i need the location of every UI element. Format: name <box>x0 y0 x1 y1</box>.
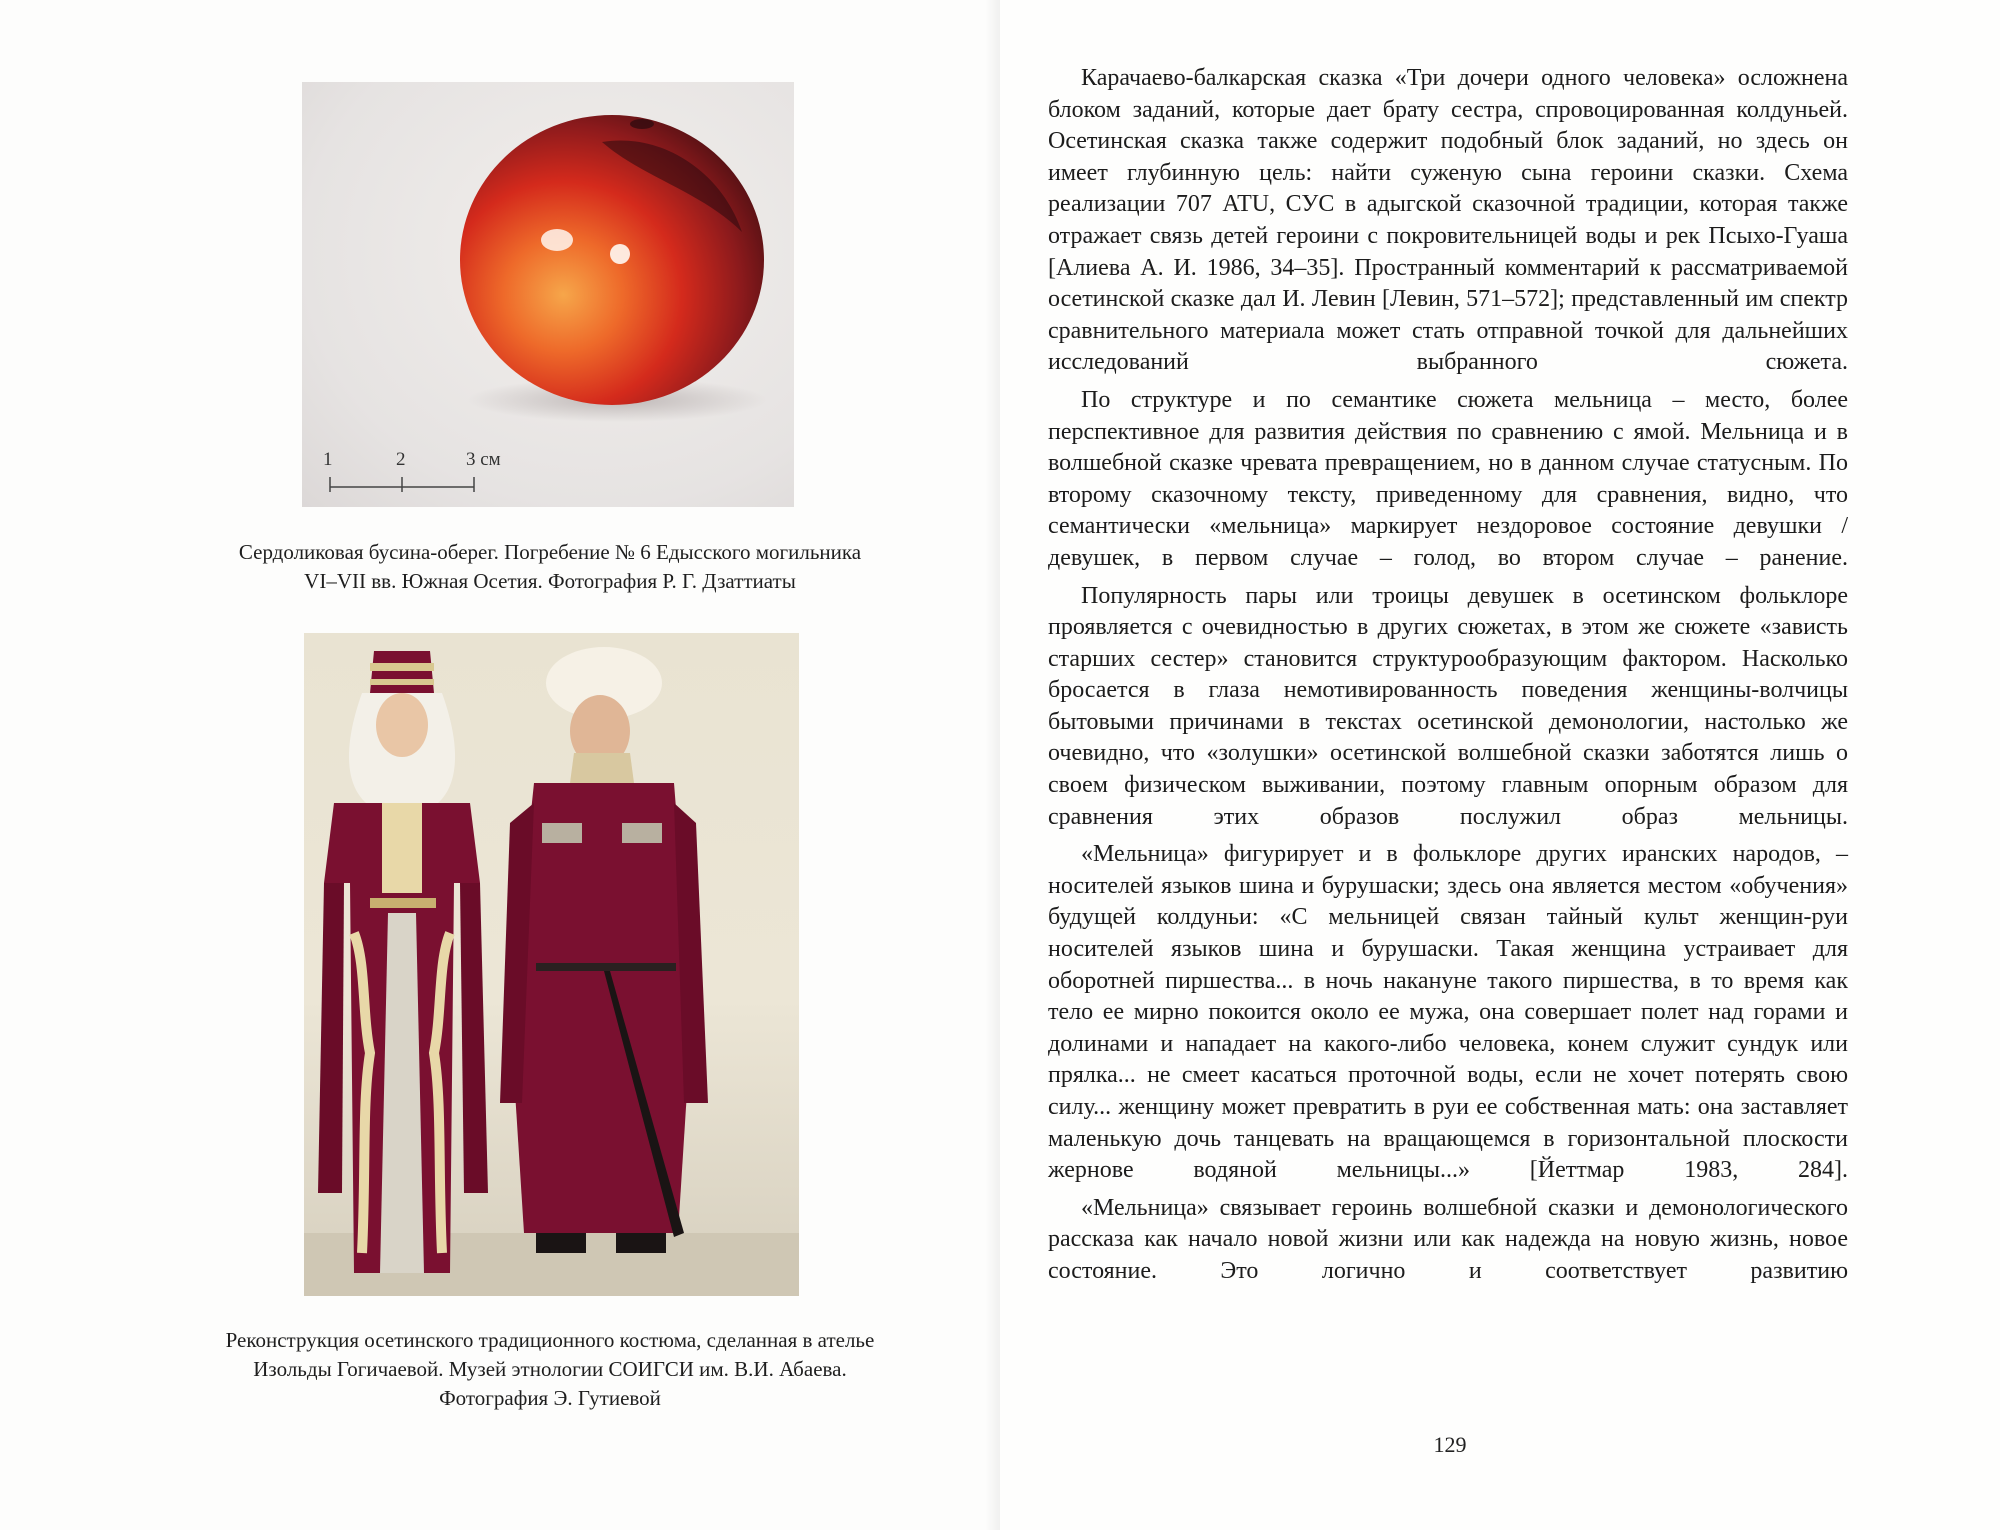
body-text <box>1048 63 1848 1288</box>
costume-caption <box>150 1326 950 1413</box>
bead-image <box>302 82 794 507</box>
costume-caption-line-2: Изольды Гогичаевой. Музей этнологии СОИГСИ им. В.И. Абаева. <box>253 1357 847 1381</box>
page-number: 129 <box>1433 1432 1467 1457</box>
costume-caption-line-1: Реконструкция осетинского традиционного костюма, сделанная в ателье <box>225 1328 875 1352</box>
paragraph-3: Популярность пары или троицы девушек в осетинском фольклоре проявляется с очевидностью в других сюжетах, в этом же сюжете «зависть старших сестер» становится структурообразующим фактором. Насколько бросается в глаза немотивированность поведения женщины-волчицы бытовыми причинами в текстах осетинской демонологии, настолько же очевидно, что «золушки» осетинской волшебной сказки заботятся лишь о своем физическом выживании, поэтому главным опорным образом для сравнения этих образов послужил образ мельницы. <box>1048 582 1848 830</box>
man-costume-figure <box>500 647 708 1253</box>
scale-label-1: 1 <box>323 449 333 470</box>
scale-label-3cm: 3 см <box>466 449 501 470</box>
bead-caption-line-1: Сердоликовая бусина-оберег. Погребение № 6 Едысского могильника <box>238 540 862 564</box>
bead-caption <box>150 538 950 596</box>
paragraph-2: По структуре и по семантике сюжета мельница – место, более перспективное для развития действия по сравнению с ямой. Мельница и в волшебной сказке чревата превращением, но в данном случае статусным. По второму сказочному тексту, приведенному для сравнения, видно, что семантически «мельница» маркирует нездоровое состояние девушки / девушек, в первом случае – голод, во втором случае – ранение. <box>1048 386 1848 571</box>
costume-image <box>304 633 799 1296</box>
costume-photo <box>304 633 799 1296</box>
paragraph-4: «Мельница» фигурирует и в фольклоре других иранских народов, – носителей языков шина и бурушаски; здесь она является местом «обучения» будущей колдуньи: «С мельницей связан тайный культ женщин-руи носителей языков шина и бурушаски. Такая женщина устраивает для оборотней пиршества... в ночь накануне такого пиршества, в то время как тело ее мирно покоится около ее мужа, она совершает полет над горами и долинами и нападает на какого-либо человека, конем служит сундук или прялка... не смеет касаться проточной воды, если не хочет потерять свою силу... женщину может превратить в руи ее собственная мать: она заставляет маленькую дочь танцевать на вращающемся в горизонтальной плоскости жернове водяной мельницы...» [Йеттмар 1983, 284]. <box>1048 841 1848 1184</box>
paragraph-5: «Мельница» связывает героинь волшебной сказки и демонологического рассказа как начало новой жизни или как надежда на новую жизнь, новое состояние. Это логично и соответствует развитию <box>1048 1194 1848 1284</box>
carnelian-bead-photo <box>302 82 794 507</box>
paragraph-1: Карачаево-балкарская сказка «Три дочери одного человека» осложнена блоком заданий, которые дает брату сестра, спровоцированная колдуньей. Осетинская сказка также содержит подобный блок заданий, но здесь он имеет глубинную цель: найти суженую сына героини сказки. Схема реализации 707 ATU, СУС в адыгской сказочной традиции, которая также отражает связь детей героини с покровительницей воды и рек Псыхо-Гуаша [Алиева А. И. 1986, 34–35]. Пространный комментарий к рассматриваемой осетинской сказке дал И. Левин [Левин, 571–572]; представленный им спектр сравнительного материала может стать отправной точкой для дальнейших исследований выбранного сюжета. <box>1048 65 1848 376</box>
costume-caption-line-3: Фотография Э. Гутиевой <box>439 1386 661 1410</box>
woman-costume-figure <box>318 651 488 1273</box>
bead-caption-line-2: VI–VII вв. Южная Осетия. Фотография Р. Г. Дзаттиаты <box>304 569 796 593</box>
scale-label-2: 2 <box>396 449 406 470</box>
